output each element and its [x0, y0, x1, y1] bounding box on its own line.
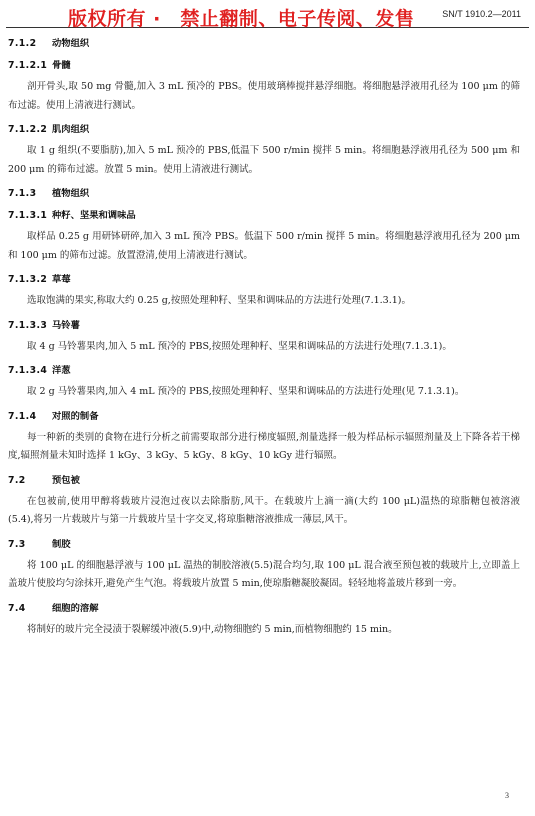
standard-code: SN/T 1910.2—2011 — [442, 9, 521, 19]
section-title: 马铃薯 — [52, 319, 80, 331]
section-title: 种籽、坚果和调味品 — [52, 210, 136, 221]
paragraph-potato: 取 4 g 马铃薯果肉,加入 5 mL 预冷的 PBS,按照处理种籽、坚果和调味品的方法进行处理(7.1.3.1)。 — [27, 340, 452, 352]
heading-7-1-3-3 — [8, 315, 524, 337]
section-title: 洋葱 — [52, 365, 71, 376]
section-number: 7.1.3.4 — [8, 365, 48, 376]
heading-7-3 — [8, 534, 524, 556]
section-title: 对照的制备 — [52, 410, 99, 422]
heading-7-1-3-4 — [8, 360, 524, 382]
paragraph-cell-lysis: 将制好的玻片完全浸渍于裂解缓冲液(5.9)中,动物细胞约 5 min,而植物细胞约 15 min。 — [27, 623, 398, 635]
section-number: 7.1.3.3 — [8, 319, 48, 331]
section-number: 7.1.3 — [8, 188, 37, 199]
page-number: 3 — [505, 791, 509, 800]
heading-7-4 — [8, 598, 524, 620]
section-title: 骨髓 — [52, 60, 71, 71]
section-title: 肌肉组织 — [52, 124, 90, 135]
heading-7-1-3-1 — [8, 205, 524, 227]
heading-7-1-4 — [8, 406, 524, 428]
copyright-watermark: 版权所有 · 禁止翻制、电子传阅、发售 — [68, 8, 415, 30]
paragraph-pre-coating: 在包被前,使用甲醇将载玻片浸泡过夜以去除脂肪,风干。在载玻片上滴一滴(大约 100 μL)温热的琼脂糖包被溶液(5.4),将另一片载玻片与第一片载玻片呈十字交叉,将琼脂糖溶液推成一薄层,风干。 — [8, 495, 520, 525]
section-title: 细胞的溶解 — [52, 602, 99, 614]
section-title: 草莓 — [52, 274, 71, 285]
section-title: 植物组织 — [52, 188, 90, 199]
document-body — [8, 33, 524, 643]
section-number: 7.1.3.2 — [8, 274, 48, 285]
paragraph-seeds-nuts: 取样品 0.25 g 用研钵研碎,加入 3 mL 预冷 PBS。低温下 500 r/min 搅拌 5 min。将细胞悬浮液用孔径为 200 μm 和 100 μm 的筛布过滤。放置澄清,使用上清液进行测试。 — [8, 231, 520, 261]
section-number: 7.4 — [8, 602, 26, 614]
heading-7-2 — [8, 470, 524, 492]
section-number: 7.1.2.1 — [8, 60, 48, 71]
paragraph-control-preparation: 每一种新的类别的食物在进行分析之前需要取部分进行梯度辐照,剂量选择一般为样品标示辐照剂量及上下降各若干梯度,辐照剂量未知时选择 1 kGy、3 kGy、5 kGy、8 kGy、10 kGy 进行辐照。 — [8, 431, 520, 461]
section-title: 动物组织 — [52, 38, 90, 49]
heading-7-1-2-2 — [8, 119, 524, 141]
section-number: 7.1.2.2 — [8, 124, 48, 135]
section-number: 7.1.3.1 — [8, 210, 48, 221]
section-number: 7.3 — [8, 538, 26, 550]
paragraph-strawberry: 选取饱满的果实,称取大约 0.25 g,按照处理种籽、坚果和调味品的方法进行处理(7.1.3.1)。 — [27, 295, 411, 306]
paragraph-bone-marrow: 剖开骨头,取 50 mg 骨髓,加入 3 mL 预冷的 PBS。使用玻璃棒搅拌悬浮细胞。将细胞悬浮液用孔径为 100 μm 的筛布过滤。使用上清液进行测试。 — [8, 81, 520, 111]
section-number: 7.1.2 — [8, 38, 37, 49]
section-title: 制胶 — [52, 538, 71, 550]
section-title: 预包被 — [52, 474, 80, 486]
paragraph-muscle-tissue: 取 1 g 组织(不要脂肪),加入 5 mL 预冷的 PBS,低温下 500 r/min 搅拌 5 min。将细胞悬浮液用孔径为 500 μm 和 200 μm 的筛布过滤。放置 5 min。使用上清液进行测试。 — [8, 145, 520, 175]
section-number: 7.2 — [8, 474, 26, 486]
section-number: 7.1.4 — [8, 410, 37, 422]
heading-7-1-2 — [8, 33, 524, 55]
heading-7-1-2-1 — [8, 55, 524, 77]
paragraph-onion: 取 2 g 马铃薯果肉,加入 4 mL 预冷的 PBS,按照处理种籽、坚果和调味品的方法进行处理(见 7.1.3.1)。 — [27, 386, 465, 397]
heading-7-1-3 — [8, 183, 524, 205]
paragraph-gel-making: 将 100 μL 的细胞悬浮液与 100 μL 温热的制胶溶液(5.5)混合均匀,取 100 μL 混合液至预包被的载玻片上,立即盖上盖玻片使胶均匀涂抹开,避免产生气泡。将载玻片放置 5 min,使琼脂糖凝胶凝固。轻轻地将盖玻片移到一旁。 — [8, 559, 520, 589]
heading-7-1-3-2 — [8, 269, 524, 291]
